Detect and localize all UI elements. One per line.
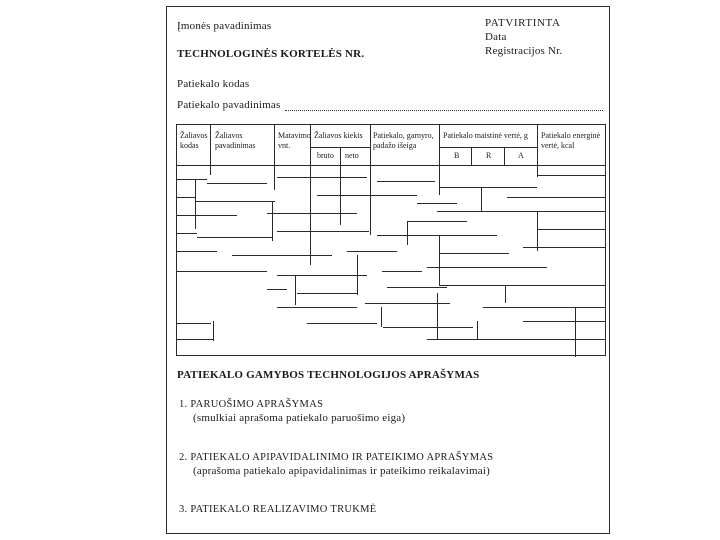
technology-card-form <box>166 6 610 534</box>
dish-code-label: Patiekalo kodas <box>177 78 250 90</box>
dish-name-field[interactable] <box>285 110 603 111</box>
col-a: A <box>518 151 524 160</box>
col-raw-name: Žaliavos pavadinimas <box>215 131 256 150</box>
date-label: Data <box>485 31 507 43</box>
description-title: PATIEKALO GAMYBOS TECHNOLOGIJOS APRAŠYMAS <box>177 369 480 381</box>
col-net: neto <box>345 151 359 160</box>
col-raw-code: Žaliavos kodas <box>180 131 208 150</box>
prep-description-title: 1. PARUOŠIMO APRAŠYMAS <box>179 399 324 410</box>
col-nutrition: Patiekalo maistinė vertė, g <box>443 131 528 140</box>
dish-name-label: Patiekalo pavadinimas <box>177 99 281 111</box>
col-gross: bruto <box>317 151 334 160</box>
col-raw-qty: Žaliavos kiekis <box>314 131 363 140</box>
presentation-description-note: (aprašoma patiekalo apipavidalinimas ir pateikimo reikalavimai) <box>193 465 490 477</box>
card-title: TECHNOLOGINĖS KORTELĖS NR. <box>177 48 365 60</box>
col-unit: Matavimo vnt. <box>278 131 311 150</box>
presentation-description-title: 2. PATIEKALO APIPAVIDALINIMO IR PATEIKIMO APRAŠYMAS <box>179 452 494 463</box>
company-name-label: Įmonės pavadinimas <box>177 20 272 32</box>
registration-label: Registracijos Nr. <box>485 45 563 57</box>
col-r: R <box>486 151 492 160</box>
approved-label: PATVIRTINTA <box>485 17 561 29</box>
col-energy: Patiekalo energinė vertė, kcal <box>541 131 601 150</box>
ingredients-table <box>176 124 606 356</box>
col-b: B <box>454 151 460 160</box>
col-dish-garnish: Patiekalo, garnyro, padažo išeiga <box>373 131 434 150</box>
prep-description-note: (smulkiai aprašoma patiekalo paruošimo eiga) <box>193 412 406 424</box>
sale-duration-title: 3. PATIEKALO REALIZAVIMO TRUKMĖ <box>179 504 377 515</box>
